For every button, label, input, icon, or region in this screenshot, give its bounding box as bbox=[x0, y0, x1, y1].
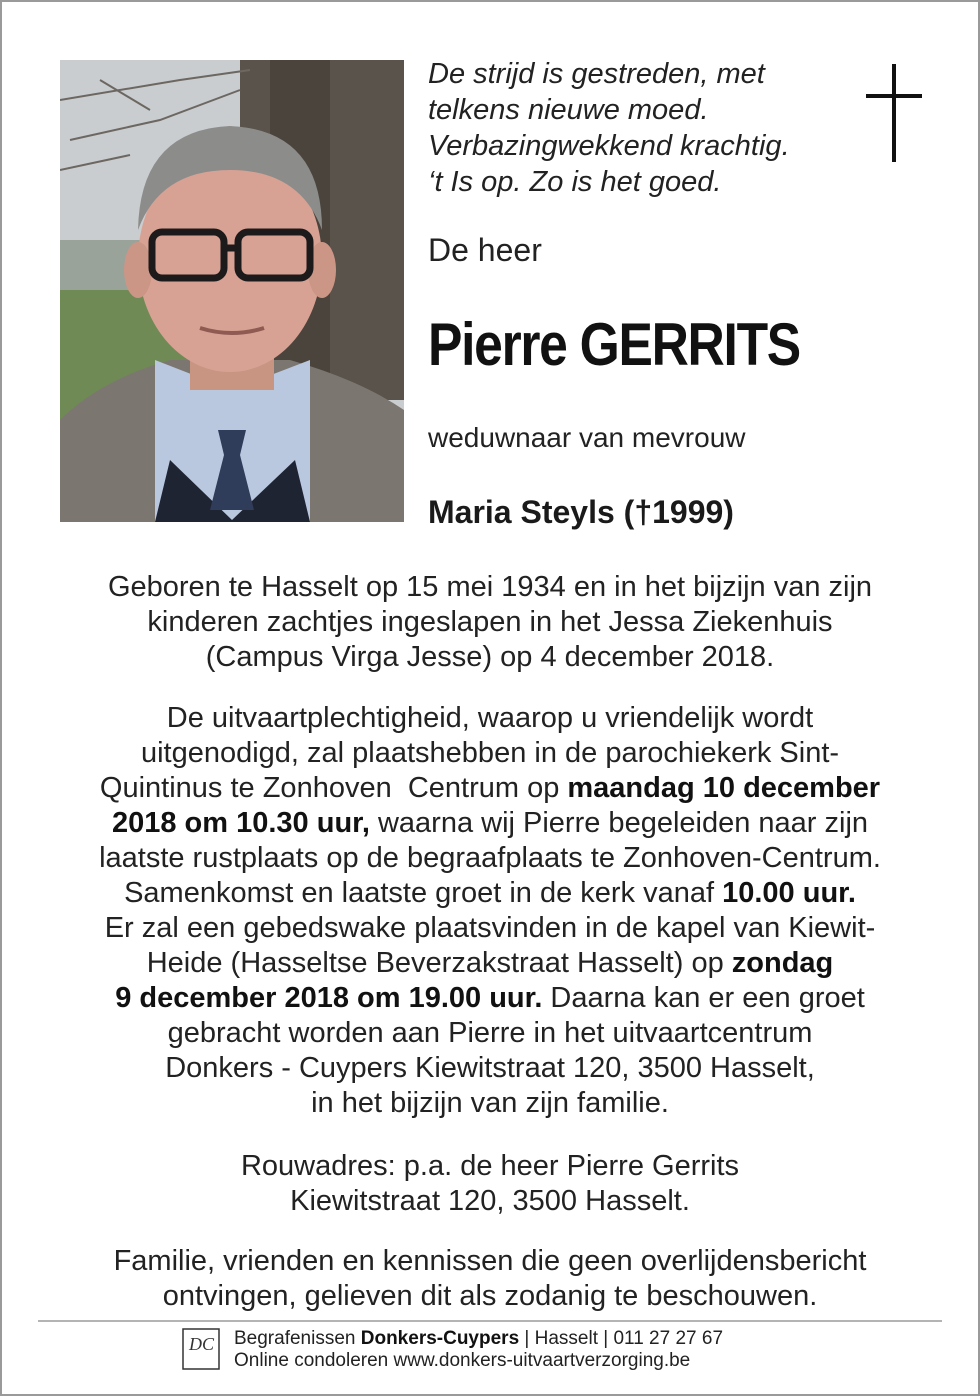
text-line: ontvingen, gelieven dit als zodanig te beschouwen. bbox=[162, 1280, 818, 1312]
footer-contact: | Hasselt | 011 27 27 67 bbox=[519, 1328, 724, 1349]
text-line: Familie, vrienden en kennissen die geen overlijdensbericht bbox=[113, 1245, 867, 1277]
funeral-time: 2018 om 10.30 uur, bbox=[111, 807, 370, 839]
vigil-date: 9 december 2018 om 19.00 uur. bbox=[115, 982, 543, 1014]
text-line: Geboren te Hasselt op 15 mei 1934 en in het bijzijn van zijn bbox=[107, 571, 873, 603]
text-line: Er zal een gebedswake plaatsvinden in de kapel van Kiewit- bbox=[104, 912, 876, 944]
text-line: in het bijzijn van zijn familie. bbox=[311, 1087, 669, 1119]
gathering-time: 10.00 uur. bbox=[722, 877, 856, 909]
text-line: (Campus Virga Jesse) op 4 december 2018. bbox=[205, 641, 775, 673]
poem-line: Verbazingwekkend krachtig. bbox=[428, 130, 790, 162]
logo-letters: DC bbox=[189, 1334, 215, 1354]
text-line: kinderen zachtjes ingeslapen in het Jessa Ziekenhuis bbox=[147, 606, 833, 638]
text-line bbox=[42, 771, 938, 806]
company-name: Donkers-Cuypers bbox=[360, 1328, 520, 1349]
notice-paragraph bbox=[42, 1244, 938, 1314]
birth-paragraph bbox=[42, 570, 938, 675]
text-span: Quintinus te Zonhoven Centrum op bbox=[99, 772, 568, 804]
text-line: gebracht worden aan Pierre in het uitvaartcentrum bbox=[167, 1017, 813, 1049]
text-span: Samenkomst en laatste groet in de kerk vanaf bbox=[124, 877, 723, 909]
text-line: Rouwadres: p.a. de heer Pierre Gerrits bbox=[240, 1150, 740, 1182]
title-prefix: De heer bbox=[428, 232, 542, 268]
funeral-paragraph bbox=[42, 701, 938, 1121]
company-logo-icon bbox=[182, 1328, 220, 1370]
footer-line-1 bbox=[234, 1328, 723, 1350]
vigil-day: zondag bbox=[731, 947, 834, 979]
text-line bbox=[42, 806, 938, 841]
text-line bbox=[42, 946, 938, 981]
text-line bbox=[42, 876, 938, 911]
text-line: Donkers - Cuypers Kiewitstraat 120, 3500 Hasselt, bbox=[165, 1052, 815, 1084]
footer-divider bbox=[38, 1320, 942, 1322]
text-line: Kiewitstraat 120, 3500 Hasselt. bbox=[290, 1185, 690, 1217]
funeral-date: maandag 10 december bbox=[567, 772, 881, 804]
relation-text: weduwnaar van mevrouw bbox=[428, 422, 746, 453]
footer bbox=[234, 1328, 723, 1372]
footer-prefix: Begrafenissen bbox=[234, 1328, 361, 1349]
spouse-name: Maria Steyls (†1999) bbox=[428, 494, 734, 530]
text-line: De uitvaartplechtigheid, waarop u vriendelijk wordt bbox=[166, 702, 814, 734]
poem-line: telkens nieuwe moed. bbox=[428, 94, 709, 126]
poem-line: De strijd is gestreden, met bbox=[428, 58, 765, 90]
text-span: waarna wij Pierre begeleiden naar zijn bbox=[369, 807, 869, 839]
poem bbox=[428, 56, 848, 200]
text-line bbox=[42, 981, 938, 1016]
text-span: Daarna kan er een groet bbox=[542, 982, 865, 1014]
text-line: laatste rustplaats op de begraafplaats te Zonhoven-Centrum. bbox=[99, 842, 881, 874]
mourning-address bbox=[42, 1149, 938, 1219]
portrait-photo bbox=[60, 60, 404, 522]
footer-line-2[interactable]: Online condoleren www.donkers-uitvaartverzorging.be bbox=[234, 1350, 691, 1371]
poem-line: ‘t Is op. Zo is het goed. bbox=[428, 166, 722, 198]
text-line: uitgenodigd, zal plaatshebben in de parochiekerk Sint- bbox=[140, 737, 840, 769]
cross-icon bbox=[864, 64, 926, 162]
deceased-name: Pierre GERRITS bbox=[428, 311, 800, 378]
text-span: Heide (Hasseltse Beverzakstraat Hasselt) op bbox=[146, 947, 732, 979]
